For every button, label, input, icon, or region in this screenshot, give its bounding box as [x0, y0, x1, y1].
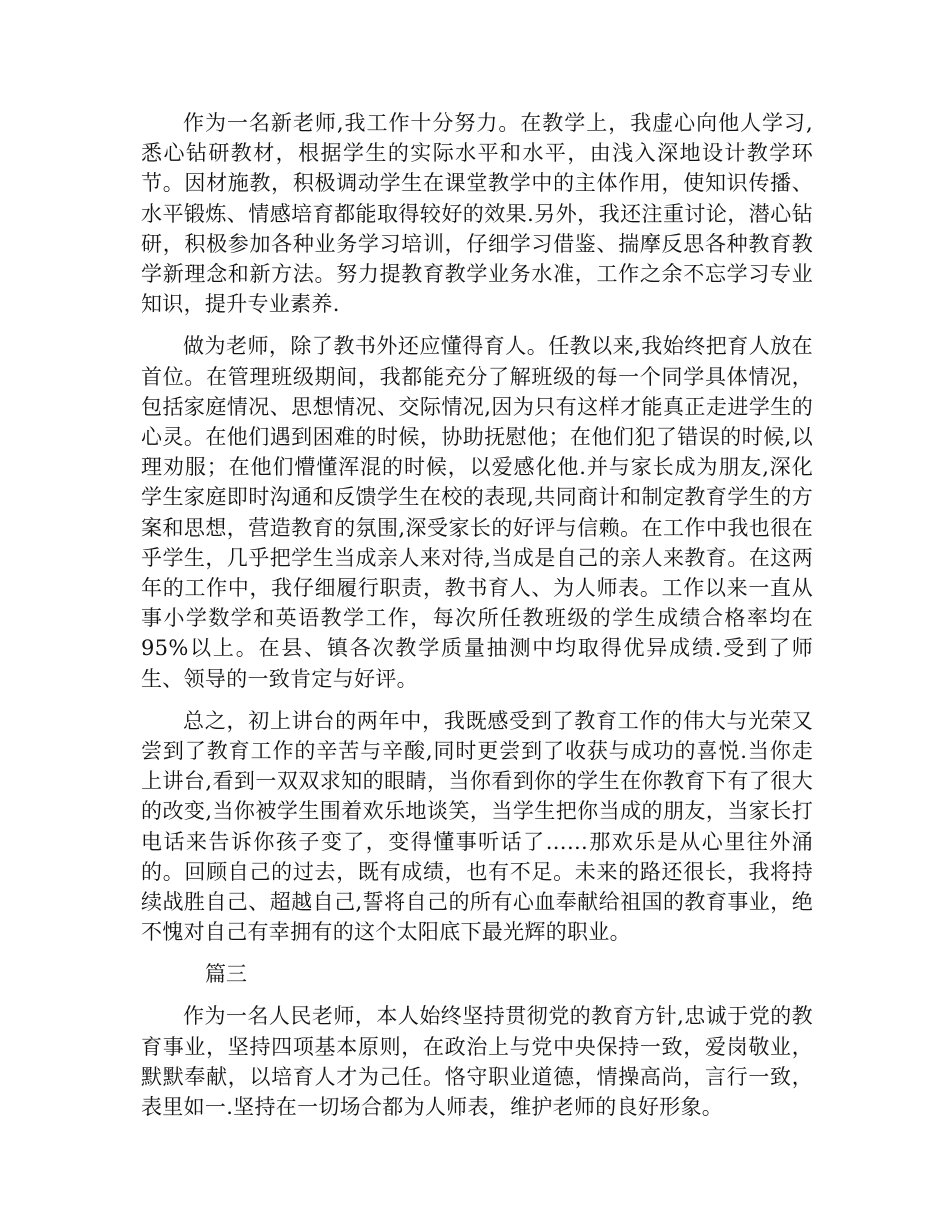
paragraph-3: 总之，初上讲台的两年中，我既感受到了教育工作的伟大与光荣又尝到了教育工作的辛苦与辛酸,同时更尝到了收获与成功的喜悦.当你走上讲台,看到一双双求知的眼睛，当你看到你的学生在你教育下有了很大的改变,当你被学生围着欢乐地谈笑，当学生把你当成的朋友，当家长打电话来告诉你孩子变了，变得懂事听话了……那欢乐是从心里往外涌的。回顾自己的过去，既有成绩，也有不足。未来的路还很长，我将持续战胜自己、超越自己,誓将自己的所有心血奉献给祖国的教育事业，绝不愧对自己有幸拥有的这个太阳底下最光辉的职业。 — [141, 708, 813, 945]
paragraph-2: 做为老师，除了教书外还应懂得育人。任教以来,我始终把育人放在首位。在管理班级期间，我都能充分了解班级的每一个同学具体情况，包括家庭情况、思想情况、交际情况,因为只有这样才能真正走进学生的心灵。在他们遇到困难的时候，协助抚慰他；在他们犯了错误的时候,以理劝服；在他们懵懂浑混的时候，以爱感化他.并与家长成为朋友,深化学生家庭即时沟通和反馈学生在校的表现,共同商计和制定教育学生的方案和思想，营造教育的氛围,深受家长的好评与信赖。在工作中我也很在乎学生，几乎把学生当成亲人来对待,当成是自己的亲人来教育。在这两年的工作中，我仔细履行职责，教书育人、为人师表。工作以来一直从事小学数学和英语教学工作，每次所任教班级的学生成绩合格率均在95%以上。在县、镇各次教学质量抽测中均取得优异成绩.受到了师生、领导的一致肯定与好评。 — [141, 334, 813, 691]
paragraph-1: 作为一名新老师,我工作十分努力。在教学上，我虚心向他人学习,悉心钻研教材，根据学生的实际水平和水平，由浅入深地设计教学环节。因材施教，积极调动学生在课堂教学中的主体作用，使知识传播、水平锻炼、情感培育都能取得较好的效果.另外，我还注重讨论，潜心钻研，积极参加各种业务学习培训，仔细学习借鉴、揣摩反思各种教育教学新理念和新方法。努力提教育教学业务水准，工作之余不忘学习专业知识，提升专业素养. — [141, 111, 813, 317]
section-heading: 篇三 — [205, 962, 247, 987]
document-body — [141, 108, 813, 1134]
paragraph-4: 作为一名人民老师，本人始终坚持贯彻党的教育方针,忠诚于党的教育事业，坚持四项基本原则，在政治上与党中央保持一致，爱岗敬业，默默奉献，以培育人才为己任。恪守职业道德，情操高尚，言行一致，表里如一.坚持在一切场合都为人师表，维护老师的良好形象。 — [141, 1004, 813, 1120]
